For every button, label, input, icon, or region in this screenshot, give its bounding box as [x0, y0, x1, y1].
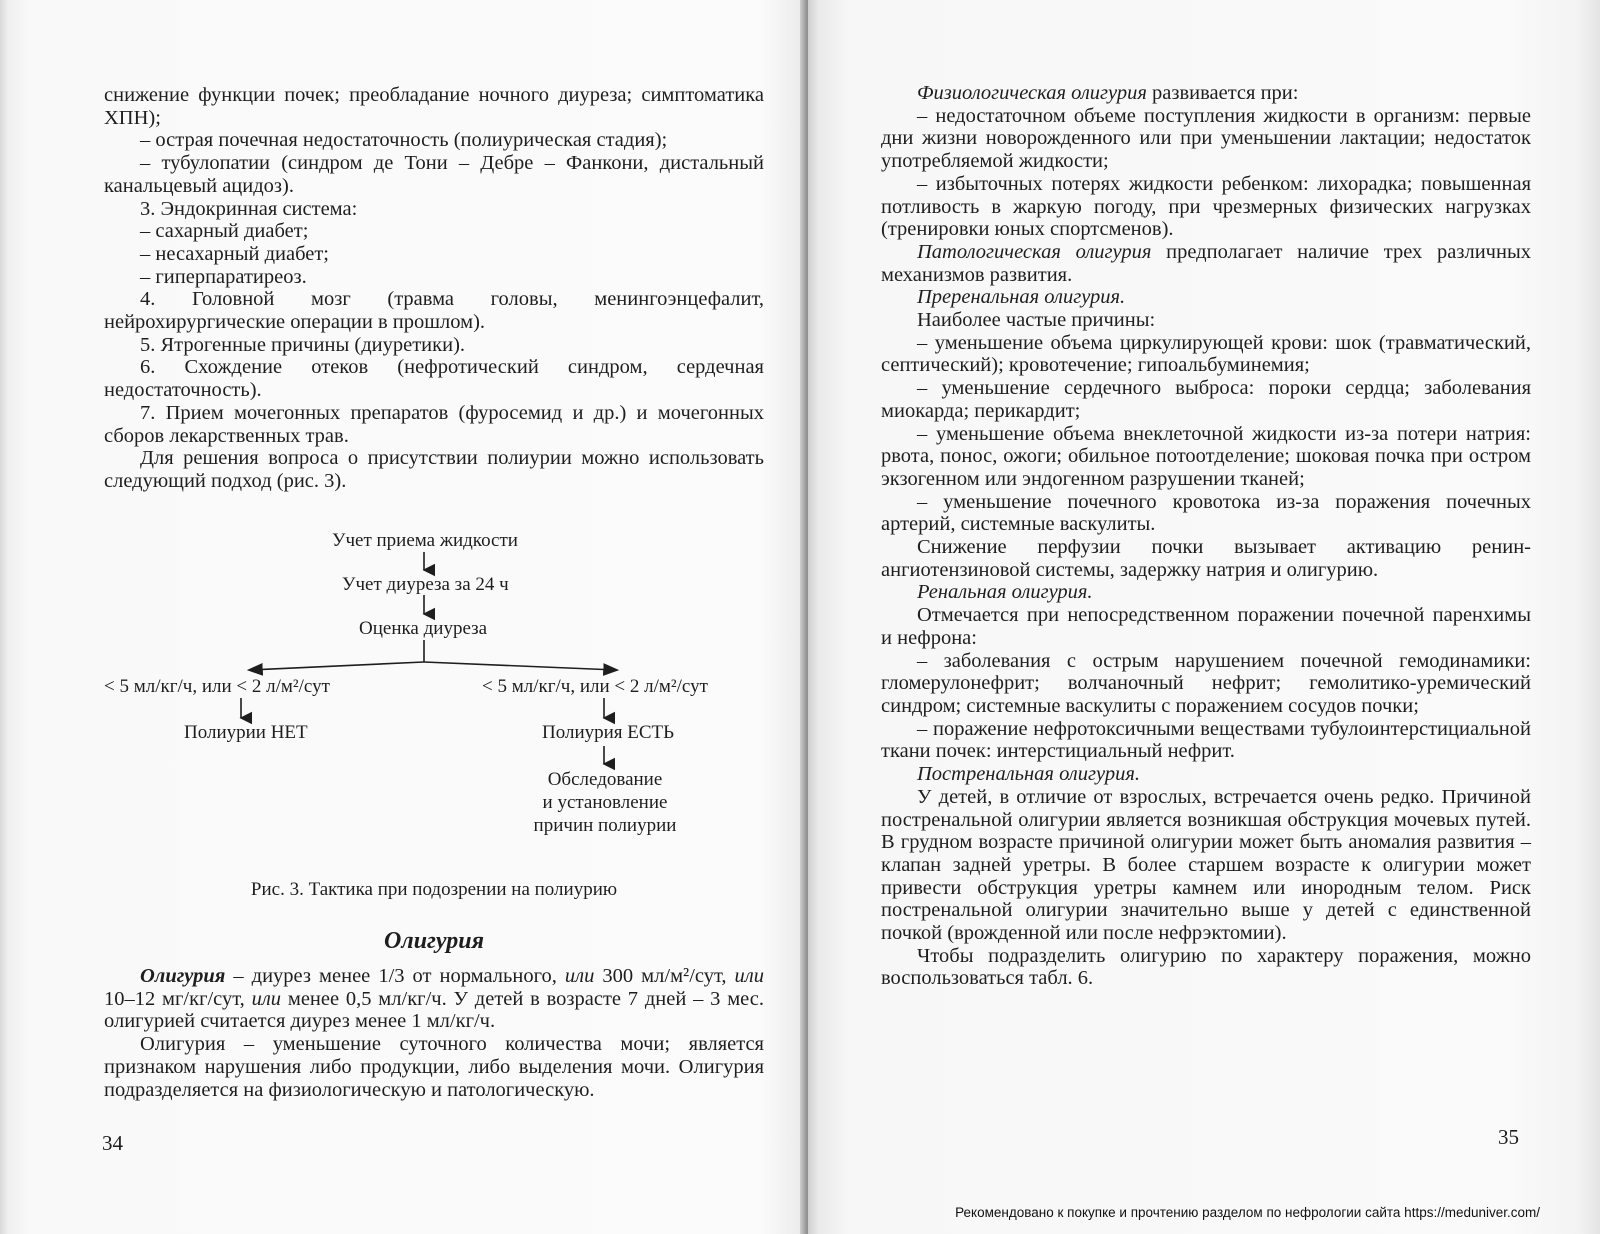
- right-page-paragraph: Физиологическая олигурия развивается при:: [917, 82, 1299, 104]
- right-page-paragraph: У детей, в отличие от взрослых, встречается очень редко. Причиной постренальной олигурии является возникшая обструкция мочевых путей. В грудном возрасте причиной олигурии может быть аномалия развития – клапан задней уретры. В более старшем возрасте к олигурии может привести обструкция уретры камнем или инородным телом. Риск постренальной олигурии значительно выше у детей с единственной почкой (врожденной или после нефрэктомии).: [881, 785, 1531, 945]
- right-page-paragraph: Отмечается при непосредственном поражении почечной паренхимы и нефрона:: [881, 604, 1531, 649]
- flow-investigation-line: причин полиурии: [533, 815, 677, 836]
- right-page-paragraph: Чтобы подразделить олигурию по характеру поражения, можно воспользоваться табл. 6.: [881, 944, 1531, 990]
- flow-left-criterion: < 5 мл/кг/ч, или < 2 л/м²/сут: [104, 676, 330, 697]
- oliguria-term: Олигурия: [140, 965, 226, 987]
- left-page-paragraph: 5. Ятрогенные причины (диуретики).: [140, 333, 466, 356]
- polyuria-flowchart: [104, 524, 774, 836]
- arrow-to-left-branch: [250, 662, 424, 670]
- right-page-paragraph: Наиболее частые причины:: [917, 309, 1156, 332]
- definition-or: или: [564, 965, 595, 987]
- left-page-paragraph: 6. Схождение отеков (нефротический синдром, сердечная недостаточность).: [104, 356, 764, 402]
- left-page-paragraph: – гиперпаратиреоз.: [140, 265, 307, 288]
- flow-step-assess-diuresis: Оценка диуреза: [359, 618, 488, 639]
- section-title-oliguria: Олигурия: [384, 928, 484, 954]
- flow-polyuria-present: Полиурия ЕСТЬ: [542, 722, 675, 743]
- right-page-paragraph: Ренальная олигурия.: [917, 581, 1093, 604]
- right-page-paragraph: Снижение перфузии почки вызывает активацию ренин-ангиотензиновой системы, задержку натрия и олигурию.: [881, 536, 1531, 581]
- page-number-left: 34: [102, 1131, 123, 1155]
- definition-or: или: [251, 987, 282, 1010]
- page-number-right: 35: [1498, 1125, 1519, 1149]
- right-page: [808, 0, 1600, 1234]
- right-page-paragraph: – заболевания с острым нарушением почечной гемодинамики: гломерулонефрит; волчаночный нефрит; гемолитико-уремический синдром; системные васкулиты с поражением сосудов почки;: [881, 649, 1531, 717]
- right-page-paragraph: – уменьшение объема циркулирующей крови: шок (травматический, септический); кровотечение; гипоальбуминемия;: [881, 331, 1531, 377]
- right-page-paragraph: Постренальная олигурия.: [917, 763, 1140, 786]
- flow-investigation-line: и установление: [542, 792, 668, 813]
- paragraph-lead-term: Патологическая олигурия: [917, 240, 1152, 263]
- left-page-body: [104, 84, 764, 493]
- oliguria-description: Олигурия – уменьшение суточного количества мочи; является признаком нарушения либо продукции, либо выделения мочи. Олигурия подразделяется на физиологическую и патологическую.: [104, 1033, 764, 1101]
- left-page-paragraph: снижение функции почек; преобладание ночного диуреза; симптоматика ХПН);: [104, 84, 764, 129]
- right-page-paragraph: – избыточных потерях жидкости ребенком: лихорадка; повышенная потливость в жаркую погоду, при чрезмерных физических нагрузках (тренировки юных спортсменов).: [881, 172, 1531, 241]
- definition-text: 300 мл/м²/сут,: [594, 965, 735, 987]
- left-page-paragraph: – тубулопатии (синдром де Тони – Дебре – Фанкони, дистальный канальцевый ацидоз).: [104, 152, 764, 197]
- left-page-paragraph: 4. Головной мозг (травма головы, менингоэнцефалит, нейрохирургические операции в прошлом).: [104, 288, 764, 334]
- right-page-paragraph: – уменьшение объема внеклеточной жидкости из-за потери натрия: рвота, понос, ожоги; обильное потоотделение; шоковая почка при остром экзогенном или эндогенном разрушении тканей;: [881, 422, 1531, 490]
- definition-text: менее 0,5 мл/кг/ч. У детей в возрасте 7 дней – 3 мес. олигурией считается диурез менее 1 мл/кг/ч.: [104, 987, 765, 1033]
- definition-text: – диурез менее: [225, 965, 379, 987]
- oliguria-definition-block: [104, 965, 764, 1101]
- oliguria-definition: [104, 965, 764, 1033]
- flow-step-diuresis-24h: Учет диуреза за 24 ч: [342, 574, 509, 595]
- flow-no-polyuria: Полиурии НЕТ: [184, 722, 308, 743]
- left-page-paragraph: 3. Эндокринная система:: [140, 197, 358, 220]
- right-page-paragraph: Патологическая олигурия предполагает наличие трех различных механизмов развития.: [881, 240, 1531, 286]
- figure-caption: Рис. 3. Тактика при подозрении на полиурию: [250, 879, 618, 900]
- right-page-paragraph: – поражение нефротоксичными веществами тубулоинтерстициальной ткани почек: интерстициальный нефрит.: [881, 717, 1531, 763]
- right-page-paragraph: – недостаточном объеме поступления жидкости в организм: первые дни жизни новорожденного или при уменьшении лактации; недостаток употребляемой жидкости;: [881, 104, 1531, 173]
- right-page-paragraph: – уменьшение сердечного выброса: пороки сердца; заболевания миокарда; перикардит;: [881, 377, 1531, 422]
- flow-investigation: [522, 768, 688, 837]
- definition-fraction: 1/3: [378, 965, 405, 987]
- definition-text: от нормального,: [404, 965, 565, 987]
- flow-right-criterion: < 5 мл/кг/ч, или < 2 л/м²/сут: [482, 676, 708, 697]
- left-page-paragraph: – несахарный диабет;: [140, 242, 329, 265]
- flow-step-fluid-intake: Учет приема жидкости: [332, 530, 518, 551]
- left-page-paragraph: – сахарный диабет;: [140, 220, 309, 243]
- left-page-paragraph: – острая почечная недостаточность (полиурическая стадия);: [140, 129, 668, 152]
- definition-text: 10–12 мг/кг/сут,: [104, 987, 252, 1010]
- left-page-paragraph: Для решения вопроса о присутствии полиурии можно использовать следующий подход (рис. 3).: [104, 447, 764, 492]
- left-page-paragraph: 7. Прием мочегонных препаратов (фуросемид и др.) и мочегонных сборов лекарственных трав.: [104, 401, 764, 447]
- paragraph-lead-term: Физиологическая олигурия: [917, 82, 1147, 104]
- definition-or: или: [734, 965, 764, 987]
- arrow-to-right-branch: [424, 662, 616, 670]
- right-page-paragraph: Преренальная олигурия.: [917, 286, 1126, 309]
- site-recommendation-footer: Рекомендовано к покупке и прочтению разделом по нефрологии сайта https://meduniver.com/: [955, 1205, 1540, 1220]
- flow-investigation-line: Обследование: [547, 769, 663, 790]
- right-page-body: [881, 82, 1531, 990]
- right-page-paragraph: – уменьшение почечного кровотока из-за поражения почечных артерий, системные васкулиты.: [881, 490, 1531, 536]
